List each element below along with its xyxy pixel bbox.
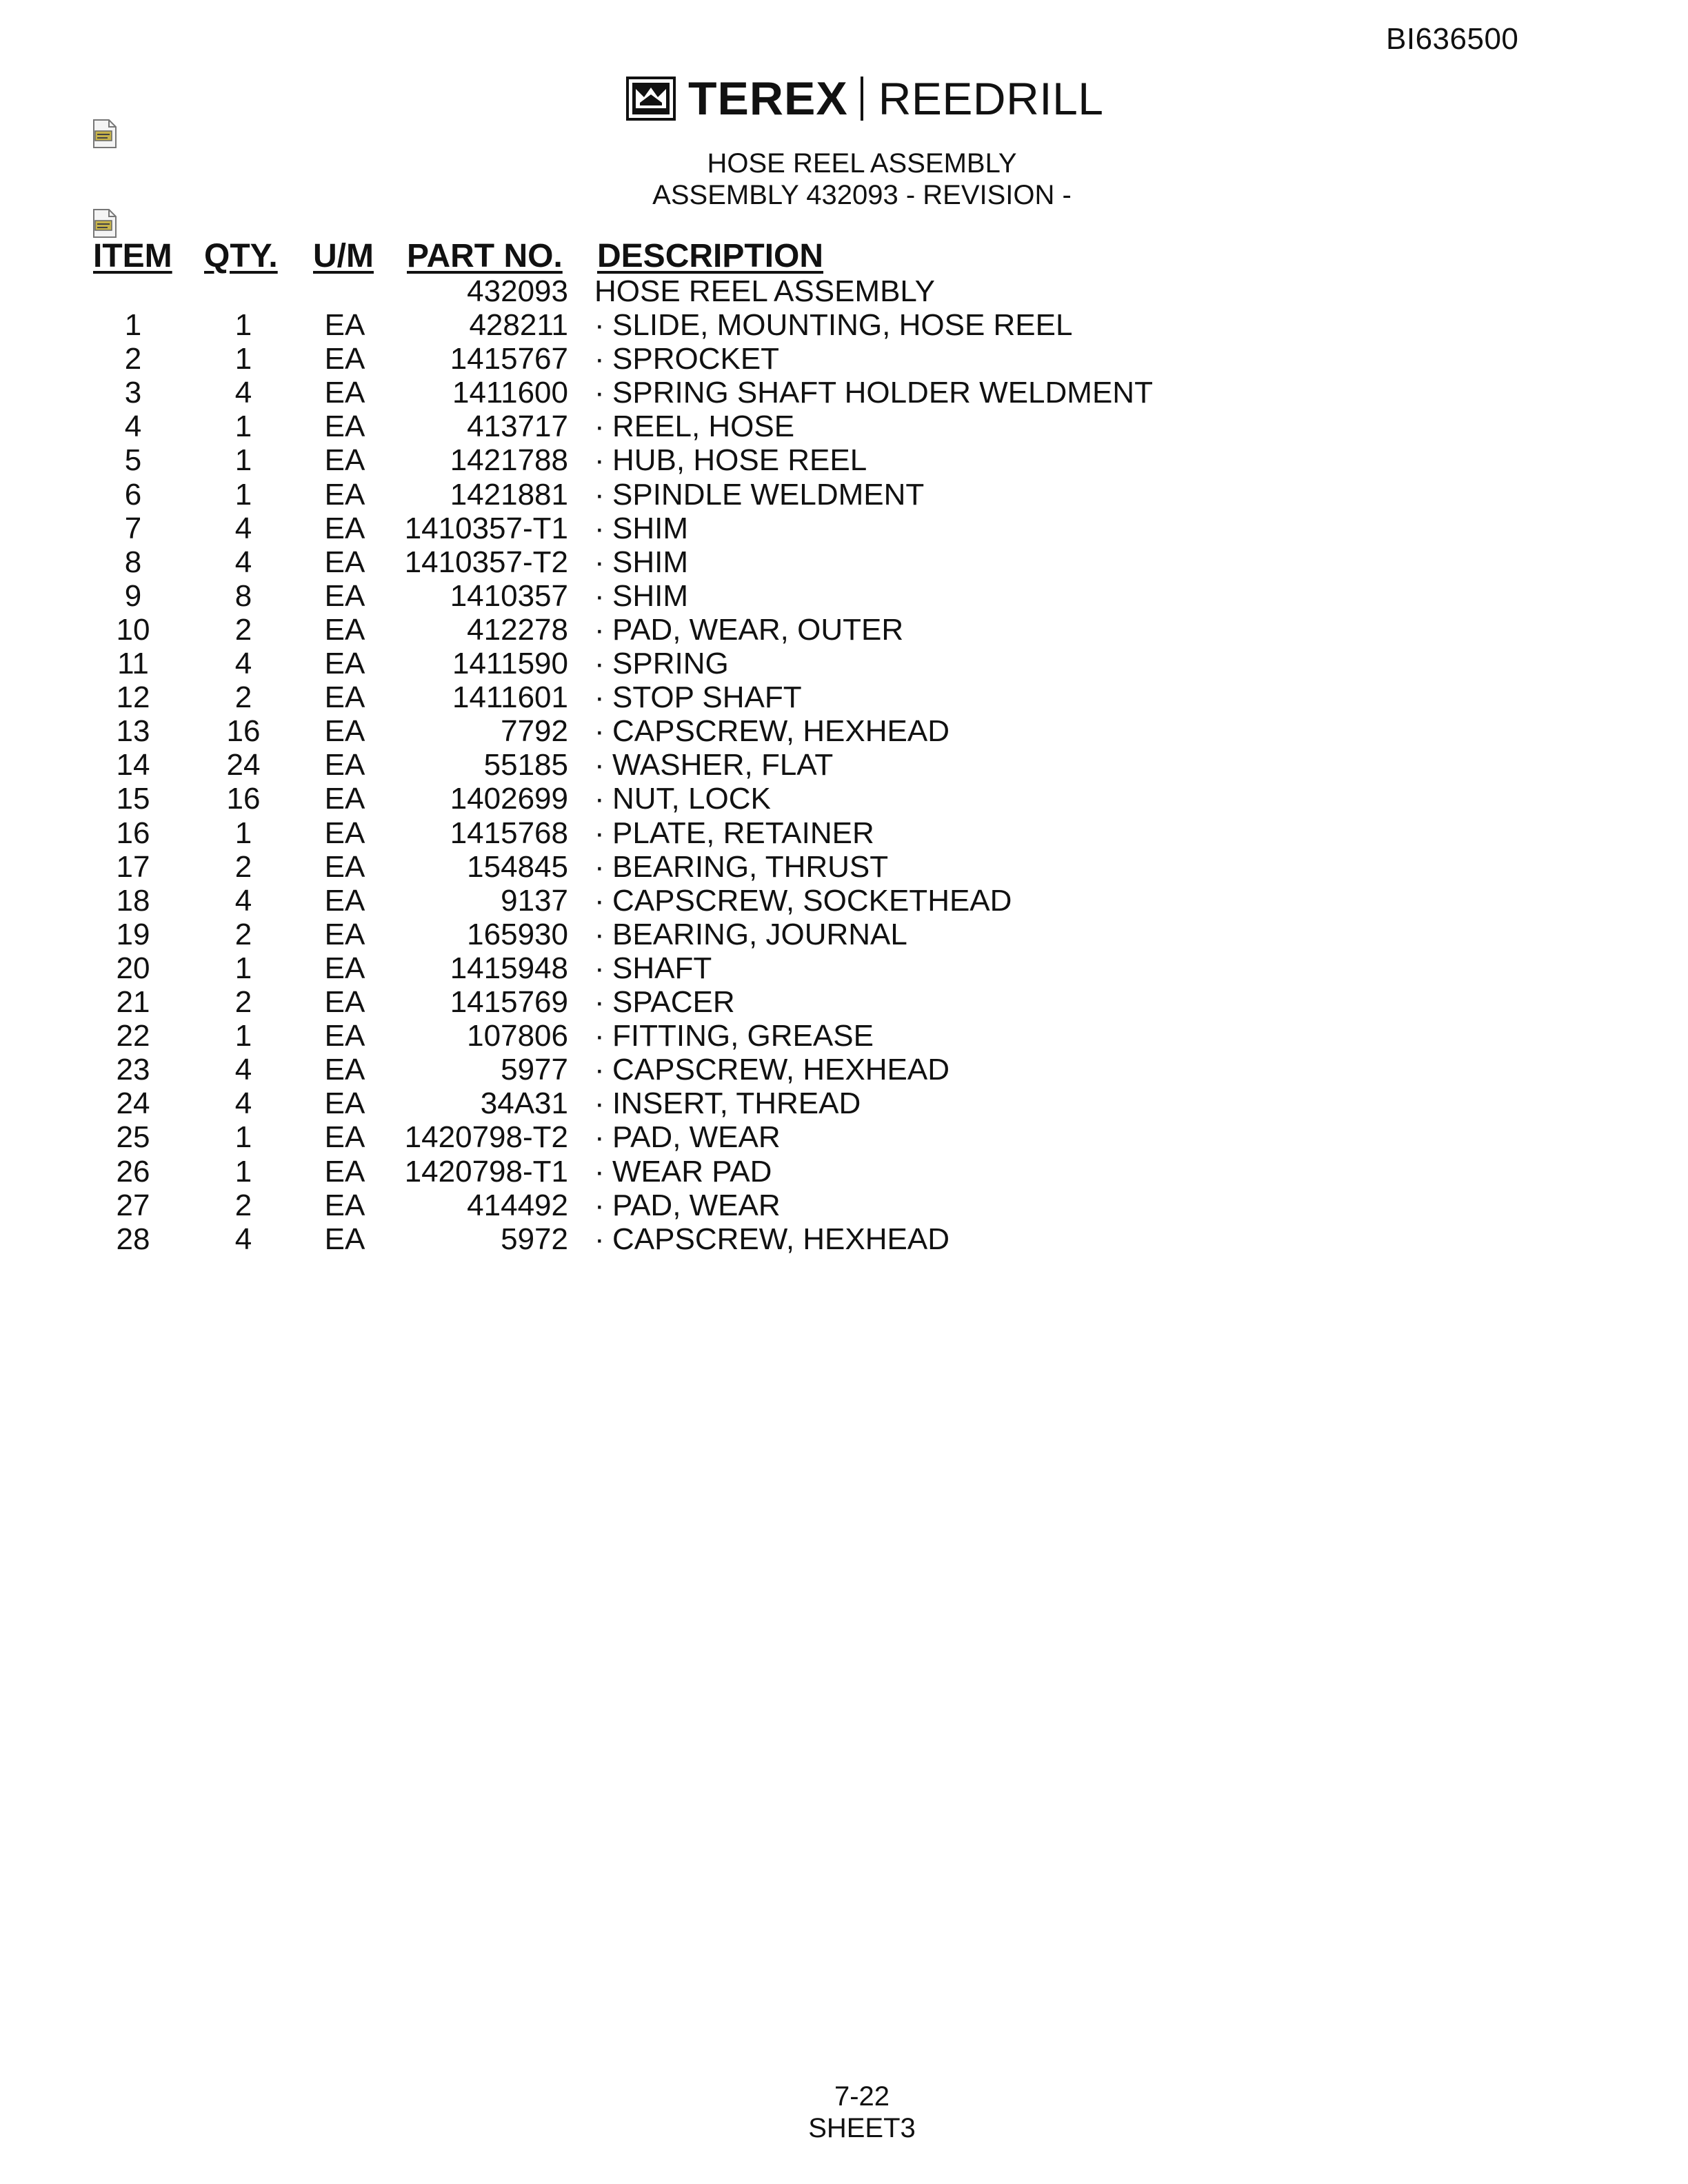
- item-number: 26: [116, 1155, 150, 1189]
- description: [594, 545, 688, 579]
- unit-of-measure: EA: [324, 410, 365, 443]
- description-text: CAPSCREW, HEXHEAD: [612, 1053, 950, 1086]
- description: [594, 478, 924, 512]
- item-number: 25: [116, 1120, 150, 1154]
- description-text: SPRING: [612, 647, 729, 680]
- table-row: [0, 714, 1241, 748]
- table-row: [0, 884, 1241, 918]
- quantity: 4: [234, 884, 252, 918]
- table-row: [0, 680, 1241, 714]
- quantity: 2: [234, 680, 252, 714]
- unit-of-measure: EA: [324, 579, 365, 613]
- quantity: 1: [234, 1120, 252, 1154]
- quantity: 2: [234, 985, 252, 1019]
- quantity: 4: [234, 1053, 252, 1086]
- part-number: 1415948: [450, 951, 568, 985]
- indent-bullet: ·: [594, 1155, 605, 1189]
- indent-bullet: ·: [594, 1053, 605, 1086]
- quantity: 24: [226, 748, 261, 782]
- item-number: 23: [116, 1053, 150, 1086]
- table-row: [0, 1086, 1241, 1120]
- description-text: PAD, WEAR: [612, 1120, 781, 1154]
- unit-of-measure: EA: [324, 1189, 365, 1222]
- table-row: [0, 308, 1241, 342]
- description-text: BEARING, JOURNAL: [612, 918, 907, 951]
- quantity: 1: [234, 308, 252, 342]
- part-number: 414492: [467, 1189, 568, 1222]
- table-row: [0, 647, 1241, 680]
- indent-bullet: ·: [594, 376, 605, 410]
- unit-of-measure: EA: [324, 680, 365, 714]
- document-title: HOSE REEL ASSEMBLY: [707, 148, 1017, 179]
- unit-of-measure: EA: [324, 478, 365, 512]
- description-text: CAPSCREW, HEXHEAD: [612, 714, 950, 748]
- indent-bullet: ·: [594, 613, 605, 647]
- description-text: REEL, HOSE: [612, 410, 795, 443]
- document-id: BI636500: [1386, 22, 1519, 56]
- unit-of-measure: EA: [324, 918, 365, 951]
- logo-product-text: REEDRILL: [878, 73, 1104, 124]
- quantity: 1: [234, 443, 252, 477]
- description: [594, 1155, 772, 1189]
- unit-of-measure: EA: [324, 613, 365, 647]
- quantity: 4: [234, 512, 252, 545]
- unit-of-measure: EA: [324, 985, 365, 1019]
- indent-bullet: ·: [594, 1086, 605, 1120]
- indent-bullet: ·: [594, 850, 605, 884]
- part-number: 5972: [501, 1222, 568, 1256]
- unit-of-measure: EA: [324, 1019, 365, 1053]
- indent-bullet: ·: [594, 308, 605, 342]
- table-row: [0, 579, 1241, 613]
- quantity: 16: [226, 782, 261, 816]
- embedded-file-icon[interactable]: [91, 208, 119, 239]
- description-text: BEARING, THRUST: [612, 850, 889, 884]
- description-text: HUB, HOSE REEL: [612, 443, 867, 477]
- item-number: 28: [116, 1222, 150, 1256]
- item-number: 1: [124, 308, 142, 342]
- table-row: [0, 410, 1241, 443]
- table-row: [0, 1120, 1241, 1154]
- quantity: 2: [234, 1189, 252, 1222]
- description: [594, 1189, 781, 1222]
- part-number: 1411600: [452, 376, 568, 410]
- table-row: [0, 545, 1241, 579]
- indent-bullet: ·: [594, 545, 605, 579]
- unit-of-measure: EA: [324, 884, 365, 918]
- description: [594, 951, 712, 985]
- description: [594, 748, 833, 782]
- description: [594, 512, 688, 545]
- description: [594, 443, 867, 477]
- quantity: 1: [234, 410, 252, 443]
- unit-of-measure: EA: [324, 1222, 365, 1256]
- description: [594, 816, 874, 850]
- description-text: INSERT, THREAD: [612, 1086, 861, 1120]
- indent-bullet: ·: [594, 647, 605, 680]
- table-row: [0, 850, 1241, 884]
- unit-of-measure: EA: [324, 342, 365, 376]
- item-number: 14: [116, 748, 150, 782]
- description-text: SPRING SHAFT HOLDER WELDMENT: [612, 376, 1153, 410]
- table-row: [0, 748, 1241, 782]
- description-text: WASHER, FLAT: [612, 748, 834, 782]
- part-number: 1420798-T2: [404, 1120, 568, 1154]
- part-number: 1420798-T1: [404, 1155, 568, 1189]
- unit-of-measure: EA: [324, 1086, 365, 1120]
- description-text: SLIDE, MOUNTING, HOSE REEL: [612, 308, 1073, 342]
- part-number: 1411601: [452, 680, 568, 714]
- description: [594, 714, 950, 748]
- part-number: 1411590: [452, 647, 568, 680]
- quantity: 4: [234, 376, 252, 410]
- description-text: WEAR PAD: [612, 1155, 772, 1189]
- item-number: 13: [116, 714, 150, 748]
- indent-bullet: ·: [594, 714, 605, 748]
- description-text: SHIM: [612, 579, 688, 613]
- description-text: SHIM: [612, 545, 688, 579]
- quantity: 4: [234, 1222, 252, 1256]
- part-number: 1410357: [450, 579, 568, 613]
- item-number: 11: [117, 647, 149, 680]
- part-number: 428211: [469, 308, 568, 342]
- unit-of-measure: EA: [324, 951, 365, 985]
- description-text: SPROCKET: [612, 342, 780, 376]
- item-number: 12: [116, 680, 150, 714]
- table-row: [0, 478, 1241, 512]
- quantity: 1: [234, 342, 252, 376]
- logo-divider: [861, 77, 863, 121]
- unit-of-measure: EA: [324, 647, 365, 680]
- indent-bullet: ·: [594, 1189, 605, 1222]
- item-number: 21: [116, 985, 150, 1019]
- table-row: [0, 1222, 1241, 1256]
- description-text: STOP SHAFT: [612, 680, 802, 714]
- description: [594, 410, 794, 443]
- unit-of-measure: EA: [324, 376, 365, 410]
- unit-of-measure: EA: [324, 1155, 365, 1189]
- brand-logo: [626, 74, 1104, 123]
- part-number: 154845: [467, 850, 568, 884]
- description-text: SPACER: [612, 985, 735, 1019]
- description-text: SHAFT: [612, 951, 712, 985]
- item-number: 15: [116, 782, 150, 816]
- table-row: [0, 1053, 1241, 1086]
- description: [594, 884, 1012, 918]
- unit-of-measure: EA: [324, 850, 365, 884]
- part-number: 55185: [483, 748, 568, 782]
- item-number: 16: [116, 816, 150, 850]
- unit-of-measure: EA: [324, 782, 365, 816]
- table-row: [0, 376, 1241, 410]
- page-number: 7-22: [834, 2081, 890, 2112]
- indent-bullet: ·: [594, 1019, 605, 1053]
- column-header-item: ITEM: [93, 238, 172, 274]
- part-number: 1410357-T1: [404, 512, 568, 545]
- part-number: 1415768: [450, 816, 568, 850]
- embedded-file-icon[interactable]: [91, 119, 119, 149]
- description: [594, 850, 888, 884]
- column-header-part-no: PART NO.: [407, 238, 563, 274]
- description-text: NUT, LOCK: [612, 782, 771, 816]
- terex-crown-icon: [626, 77, 676, 121]
- indent-bullet: ·: [594, 512, 605, 545]
- table-row: [0, 782, 1241, 816]
- item-number: 2: [124, 342, 142, 376]
- part-number: 9137: [501, 884, 568, 918]
- quantity: 4: [234, 1086, 252, 1120]
- indent-bullet: ·: [594, 680, 605, 714]
- quantity: 1: [234, 1019, 252, 1053]
- indent-bullet: ·: [594, 579, 605, 613]
- unit-of-measure: EA: [324, 512, 365, 545]
- item-number: 22: [116, 1019, 150, 1053]
- description-text: CAPSCREW, SOCKETHEAD: [612, 884, 1012, 918]
- indent-bullet: ·: [594, 918, 605, 951]
- description-text: PLATE, RETAINER: [612, 816, 874, 850]
- table-row: [0, 1155, 1241, 1189]
- item-number: 20: [116, 951, 150, 985]
- part-number: 165930: [467, 918, 568, 951]
- description-text: CAPSCREW, HEXHEAD: [612, 1222, 950, 1256]
- column-header-um: U/M: [313, 238, 374, 274]
- table-row: [0, 443, 1241, 477]
- assembly-row: [0, 274, 1241, 308]
- description-text: SPINDLE WELDMENT: [612, 478, 925, 512]
- part-number: 5977: [501, 1053, 568, 1086]
- unit-of-measure: EA: [324, 714, 365, 748]
- quantity: 1: [234, 816, 252, 850]
- part-number: 34A31: [480, 1086, 568, 1120]
- description: [594, 376, 1153, 410]
- table-row: [0, 342, 1241, 376]
- description: [594, 1222, 950, 1256]
- part-number: 1402699: [450, 782, 568, 816]
- description: [594, 918, 907, 951]
- quantity: 8: [234, 579, 252, 613]
- description: [594, 579, 688, 613]
- column-header-description: DESCRIPTION: [597, 238, 824, 274]
- table-row: [0, 816, 1241, 850]
- indent-bullet: ·: [594, 342, 605, 376]
- column-header-qty: QTY.: [204, 238, 278, 274]
- part-number: 107806: [467, 1019, 568, 1053]
- item-number: 9: [124, 579, 142, 613]
- quantity: 1: [234, 478, 252, 512]
- item-number: 27: [116, 1189, 150, 1222]
- item-number: 18: [116, 884, 150, 918]
- quantity: 1: [234, 1155, 252, 1189]
- unit-of-measure: EA: [324, 443, 365, 477]
- part-number: 432093: [467, 274, 568, 308]
- unit-of-measure: EA: [324, 816, 365, 850]
- item-number: 8: [124, 545, 142, 579]
- quantity: 16: [226, 714, 261, 748]
- quantity: 4: [234, 647, 252, 680]
- description-text: FITTING, GREASE: [612, 1019, 874, 1053]
- item-number: 4: [124, 410, 142, 443]
- indent-bullet: ·: [594, 410, 605, 443]
- quantity: 2: [234, 613, 252, 647]
- quantity: 2: [234, 918, 252, 951]
- sheet-label: SHEET3: [808, 2113, 916, 2143]
- item-number: 17: [116, 850, 150, 884]
- indent-bullet: ·: [594, 748, 605, 782]
- item-number: 5: [124, 443, 142, 477]
- part-number: 413717: [467, 410, 568, 443]
- item-number: 7: [124, 512, 142, 545]
- part-number: 1415767: [450, 342, 568, 376]
- indent-bullet: ·: [594, 1222, 605, 1256]
- quantity: 4: [234, 545, 252, 579]
- indent-bullet: ·: [594, 782, 605, 816]
- indent-bullet: ·: [594, 478, 605, 512]
- table-row: [0, 951, 1241, 985]
- item-number: 3: [124, 376, 142, 410]
- description: [594, 647, 729, 680]
- description: [594, 613, 903, 647]
- description: [594, 1053, 950, 1086]
- part-number: 412278: [467, 613, 568, 647]
- part-number: 1421881: [450, 478, 568, 512]
- document-subtitle: ASSEMBLY 432093 - REVISION -: [652, 180, 1072, 210]
- description: [594, 342, 779, 376]
- description-text: PAD, WEAR, OUTER: [612, 613, 904, 647]
- unit-of-measure: EA: [324, 545, 365, 579]
- quantity: 1: [234, 951, 252, 985]
- table-row: [0, 985, 1241, 1019]
- quantity: 2: [234, 850, 252, 884]
- table-row: [0, 918, 1241, 951]
- indent-bullet: ·: [594, 951, 605, 985]
- unit-of-measure: EA: [324, 748, 365, 782]
- table-row: [0, 613, 1241, 647]
- indent-bullet: ·: [594, 985, 605, 1019]
- description: [594, 782, 771, 816]
- logo-brand-text: TEREX: [688, 72, 848, 125]
- description: HOSE REEL ASSEMBLY: [594, 274, 935, 308]
- description-text: SHIM: [612, 512, 688, 545]
- description-text: PAD, WEAR: [612, 1189, 781, 1222]
- table-row: [0, 512, 1241, 545]
- description: [594, 308, 1072, 342]
- unit-of-measure: EA: [324, 1053, 365, 1086]
- item-number: 19: [116, 918, 150, 951]
- indent-bullet: ·: [594, 443, 605, 477]
- unit-of-measure: EA: [324, 308, 365, 342]
- part-number: 7792: [501, 714, 568, 748]
- indent-bullet: ·: [594, 816, 605, 850]
- part-number: 1415769: [450, 985, 568, 1019]
- description: [594, 1120, 781, 1154]
- indent-bullet: ·: [594, 884, 605, 918]
- indent-bullet: ·: [594, 1120, 605, 1154]
- unit-of-measure: EA: [324, 1120, 365, 1154]
- item-number: 10: [116, 613, 150, 647]
- description: [594, 1019, 874, 1053]
- description: [594, 1086, 861, 1120]
- part-number: 1410357-T2: [404, 545, 568, 579]
- description: [594, 680, 802, 714]
- item-number: 6: [124, 478, 142, 512]
- table-row: [0, 1189, 1241, 1222]
- table-row: [0, 1019, 1241, 1053]
- item-number: 24: [116, 1086, 150, 1120]
- part-number: 1421788: [450, 443, 568, 477]
- description: [594, 985, 735, 1019]
